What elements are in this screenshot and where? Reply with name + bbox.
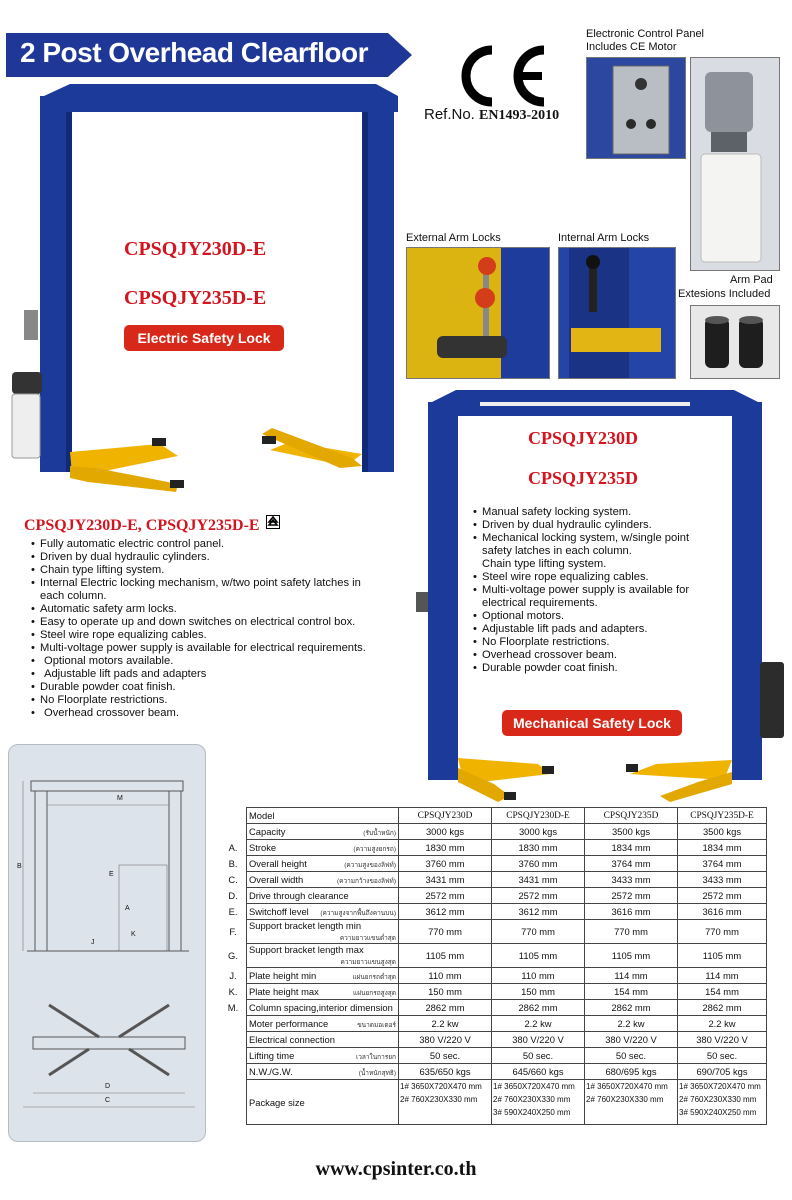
package-size-line: 1# 3650X720X470 mm (493, 1082, 575, 1091)
row-label: Moter performance (249, 1017, 329, 1029)
mechanical-model-2: CPSQJY235D (528, 468, 639, 488)
row-label-cell (247, 984, 399, 1000)
diagram-label-d: D (105, 1083, 111, 1090)
table-row (220, 904, 767, 920)
row-label-cell (247, 1032, 399, 1048)
list-item: • Fully automatic electric control panel. (30, 538, 410, 551)
diagram-label-j: J (91, 939, 95, 946)
row-label-thai: (ความสูงจากพื้นถึงคานบน) (320, 909, 396, 917)
package-size-cell (399, 1080, 492, 1125)
table-cell: 2.2 kw (585, 1016, 678, 1032)
list-item: • Adjustable lift pads and adapters (30, 668, 410, 681)
table-cell: 3612 mm (492, 904, 585, 920)
table-row (220, 840, 767, 856)
electric-feature-list (30, 538, 410, 720)
table-cell: 380 V/220 V (678, 1032, 767, 1048)
table-cell: 3760 mm (492, 856, 585, 872)
list-item: • Internal Electric locking mechanism, w/two point safety latches in (30, 577, 410, 590)
table-row (220, 984, 767, 1000)
package-size-line: 2# 760X230X330 mm (586, 1095, 664, 1104)
table-cell: 770 mm (492, 920, 585, 944)
row-letter: C. (228, 874, 238, 885)
table-row-package (220, 1080, 767, 1125)
row-label-cell (247, 968, 399, 984)
website-url: www.cpsinter.co.th (315, 1158, 477, 1180)
list-item: • Driven by dual hydraulic cylinders. (30, 551, 410, 564)
table-cell: 2572 mm (492, 888, 585, 904)
table-header-cell: CPSQJY235D (585, 808, 678, 824)
list-item: • Mechanical locking system, w/single point (472, 532, 722, 545)
electric-model-2: CPSQJY235D-E (124, 287, 267, 309)
table-row (220, 968, 767, 984)
table-cell: 3431 mm (399, 872, 492, 888)
row-letter (220, 824, 247, 840)
row-label: Support bracket length max (249, 944, 364, 955)
list-item: • Chain type lifting system. (30, 564, 410, 577)
row-label-thai: (ความสูงยกรถ) (353, 845, 396, 853)
mechanical-feature-list (472, 506, 722, 675)
table-cell: 3616 mm (678, 904, 767, 920)
package-size-label: Package size (247, 1080, 399, 1125)
list-item: electrical requirements. (482, 597, 598, 609)
diagram-label-a: A (125, 905, 130, 912)
row-label-thai: (ความสูงของลิฟท์) (344, 861, 396, 869)
dimension-diagram (8, 744, 206, 1142)
table-cell: 150 mm (492, 984, 585, 1000)
table-cell: 1834 mm (678, 840, 767, 856)
table-cell: 2572 mm (585, 888, 678, 904)
table-cell: 1830 mm (492, 840, 585, 856)
row-letter: D. (228, 890, 238, 901)
table-cell: 3433 mm (585, 872, 678, 888)
row-letter (220, 1064, 247, 1080)
list-item: • No Floorplate restrictions. (472, 636, 722, 649)
table-cell: 154 mm (585, 984, 678, 1000)
row-label: Overall width (249, 873, 304, 885)
row-label-cell (247, 872, 399, 888)
table-cell: 2.2 kw (678, 1016, 767, 1032)
row-label-cell (247, 1016, 399, 1032)
row-label: Drive through clearance (249, 890, 349, 901)
table-cell: 770 mm (585, 920, 678, 944)
table-cell: 150 mm (399, 984, 492, 1000)
row-letter: K. (228, 986, 238, 997)
table-cell: 50 sec. (399, 1048, 492, 1064)
electric-heading-text: CPSQJY230D-E, CPSQJY235D-E (24, 517, 260, 534)
list-item: • Manual safety locking system. (472, 506, 722, 519)
electric-safety-lock-badge: Electric Safety Lock (124, 325, 284, 351)
table-row (220, 944, 767, 968)
table-cell: 2862 mm (585, 1000, 678, 1016)
row-letter: M. (227, 1002, 239, 1013)
list-item: • Driven by dual hydraulic cylinders. (472, 519, 722, 532)
table-header-cell: CPSQJY230D (399, 808, 492, 824)
package-size-line: 2# 760X230X330 mm (400, 1095, 478, 1104)
diagram-label-e: E (109, 871, 114, 878)
arm-pad-caption-line2: Extesions Included (678, 288, 771, 300)
table-cell: 114 mm (678, 968, 767, 984)
table-cell: 2862 mm (399, 1000, 492, 1016)
row-label-thai: (รับน้ำหนัก) (363, 829, 396, 837)
row-label: Overall height (249, 857, 307, 869)
row-label-thai: (น้ำหนักสุทธิ) (358, 1069, 396, 1077)
diagram-label-b: B (17, 863, 22, 870)
table-cell: 110 mm (399, 968, 492, 984)
table-row (220, 1048, 767, 1064)
table-cell: 1105 mm (399, 944, 492, 968)
table-cell: 770 mm (399, 920, 492, 944)
spec-table-body (220, 808, 767, 1125)
motor-pump-photo (690, 57, 780, 271)
row-label-cell (247, 944, 399, 968)
table-cell: 50 sec. (492, 1048, 585, 1064)
package-size-line: 3# 590X240X250 mm (493, 1108, 571, 1117)
table-cell: 3000 kgs (492, 824, 585, 840)
table-cell: 380 V/220 V (585, 1032, 678, 1048)
list-item-continuation: each column. (40, 590, 107, 602)
arm-pad-caption-line1: Arm Pad (730, 274, 773, 286)
list-item: • Multi-voltage power supply is available for (472, 584, 722, 597)
list-item: • Durable powder coat finish. (30, 681, 410, 694)
row-letter: J. (229, 970, 237, 981)
row-label: Plate height max (249, 985, 319, 997)
table-cell: 3433 mm (678, 872, 767, 888)
list-item: • Optional motors available. (30, 655, 410, 668)
table-row (220, 872, 767, 888)
electric-model-1: CPSQJY230D-E (124, 238, 267, 260)
spec-table (220, 807, 767, 1125)
package-size-line: 2# 760X230X330 mm (493, 1095, 571, 1104)
table-cell: 1834 mm (585, 840, 678, 856)
list-item: • Adjustable lift pads and adapters. (472, 623, 722, 636)
table-row (220, 920, 767, 944)
row-label-thai: ความยาวแขนต่ำสุด (339, 935, 396, 942)
table-cell: 3500 kgs (585, 824, 678, 840)
table-cell: 2.2 kw (492, 1016, 585, 1032)
table-cell: 110 mm (492, 968, 585, 984)
table-header-row (220, 808, 767, 824)
table-cell: 2862 mm (678, 1000, 767, 1016)
list-item: • Steel wire rope equalizing cables. (30, 629, 410, 642)
row-letter: E. (228, 906, 238, 917)
list-item: • Multi-voltage power supply is available for electrical requirements. (30, 642, 410, 655)
row-letter: F. (229, 926, 237, 937)
package-size-cell (492, 1080, 585, 1125)
table-header-cell: CPSQJY230D-E (492, 808, 585, 824)
row-label-thai: (ความกว้างของลิฟท์) (336, 877, 396, 885)
table-cell: 380 V/220 V (399, 1032, 492, 1048)
row-label: Stroke (249, 841, 277, 853)
table-cell: 690/705 kgs (678, 1064, 767, 1080)
ref-label: Ref.No. (424, 106, 475, 123)
table-cell: 3000 kgs (399, 824, 492, 840)
diagram-label-m: M (117, 795, 123, 802)
table-cell: 114 mm (585, 968, 678, 984)
table-row (220, 1064, 767, 1080)
title-banner (6, 33, 412, 77)
control-panel-caption-line1: Electronic Control Panel (586, 28, 705, 40)
table-cell: 3764 mm (678, 856, 767, 872)
row-label-thai: แผ่นยกรถสูงสุด (353, 989, 396, 997)
table-cell: 3500 kgs (678, 824, 767, 840)
row-label: Capacity (249, 825, 286, 837)
row-label-thai: ขนาดมอเตอร์ (357, 1021, 396, 1029)
internal-arm-locks-caption: Internal Arm Locks (558, 232, 650, 244)
table-header-cell: CPSQJY235D-E (678, 808, 767, 824)
list-item: • Overhead crossover beam. (472, 649, 722, 662)
list-item: Chain type lifting system. (482, 558, 607, 570)
table-cell: 635/650 kgs (399, 1064, 492, 1080)
arm-pad-caption-2 (678, 288, 770, 301)
diagram-label-k: K (131, 931, 136, 938)
row-label-cell (247, 1048, 399, 1064)
row-label: Switchoff level (249, 905, 309, 917)
package-size-cell (585, 1080, 678, 1125)
row-label-thai: ความยาวแขนสูงสุด (340, 959, 396, 966)
row-label: Plate height min (249, 969, 317, 981)
ref-number (424, 106, 559, 124)
list-item (30, 590, 410, 603)
ref-value: EN1493-2010 (479, 108, 560, 123)
page-title: 2 Post Overhead Clearfloor (20, 37, 369, 68)
table-cell: 3764 mm (585, 856, 678, 872)
table-cell: 680/695 kgs (585, 1064, 678, 1080)
mechanical-safety-lock-badge: Mechanical Safety Lock (502, 710, 682, 736)
arm-pad-photo (690, 305, 780, 379)
table-cell: 3616 mm (585, 904, 678, 920)
table-header-cell: Model (247, 808, 399, 824)
table-cell: 3760 mm (399, 856, 492, 872)
table-cell: 50 sec. (678, 1048, 767, 1064)
row-label: Lifting time (249, 1049, 295, 1061)
list-item: • No Floorplate restrictions. (30, 694, 410, 707)
row-letter: B. (228, 858, 238, 869)
package-size-line: 1# 3650X720X470 mm (679, 1082, 761, 1091)
table-cell: 2862 mm (492, 1000, 585, 1016)
row-letter (220, 1048, 247, 1064)
row-label-cell (247, 888, 399, 904)
row-letter: A. (228, 842, 238, 853)
internal-arm-locks-photo (558, 247, 676, 379)
mechanical-model-1: CPSQJY230D (528, 428, 639, 448)
table-row (220, 1000, 767, 1016)
row-label: Column spacing,interior dimension (249, 1002, 393, 1013)
external-arm-locks-photo (406, 247, 550, 379)
table-row (220, 1032, 767, 1048)
table-cell: 2.2 kw (399, 1016, 492, 1032)
list-item: safety latches in each column. (482, 545, 632, 557)
table-cell: 154 mm (678, 984, 767, 1000)
row-letter: G. (228, 950, 238, 961)
table-row (220, 856, 767, 872)
table-cell: 1105 mm (492, 944, 585, 968)
row-label: Support bracket length min (249, 920, 362, 931)
up-arrow-icon (266, 515, 280, 529)
table-cell: 645/660 kgs (492, 1064, 585, 1080)
row-label-cell (247, 824, 399, 840)
control-panel-caption-line2: Includes CE Motor (586, 41, 677, 53)
external-arm-locks-caption: External Arm Locks (406, 232, 501, 244)
row-label-cell (247, 920, 399, 944)
table-cell: 1830 mm (399, 840, 492, 856)
table-row (220, 888, 767, 904)
control-panel-caption (586, 28, 704, 54)
row-label-thai: แผ่นยกรถต่ำสุด (352, 973, 396, 981)
table-cell: 380 V/220 V (492, 1032, 585, 1048)
package-size-line: 1# 3650X720X470 mm (400, 1082, 482, 1091)
row-label-cell (247, 1064, 399, 1080)
table-cell: 50 sec. (585, 1048, 678, 1064)
row-label-thai: เวลาในการยก (356, 1053, 396, 1061)
list-item: • Steel wire rope equalizing cables. (472, 571, 722, 584)
list-item: • Optional motors. (472, 610, 722, 623)
electric-heading (24, 515, 280, 535)
table-row (220, 1016, 767, 1032)
control-panel-photo (586, 57, 686, 159)
row-label-cell (247, 904, 399, 920)
row-label: N.W./G.W. (249, 1065, 293, 1077)
row-letter (220, 1032, 247, 1048)
table-row (220, 824, 767, 840)
table-cell: 3431 mm (492, 872, 585, 888)
table-cell: 2572 mm (678, 888, 767, 904)
table-cell: 2572 mm (399, 888, 492, 904)
list-item: • Automatic safety arm locks. (30, 603, 410, 616)
table-cell: 1105 mm (585, 944, 678, 968)
row-label: Electrical connection (249, 1034, 335, 1045)
table-cell: 1105 mm (678, 944, 767, 968)
arm-pad-caption (730, 274, 773, 287)
list-item: • Overhead crossover beam. (30, 707, 410, 720)
ce-mark-logo (452, 40, 552, 112)
table-cell: 770 mm (678, 920, 767, 944)
row-label-cell (247, 1000, 399, 1016)
row-label-cell (247, 856, 399, 872)
diagram-label-c: C (105, 1097, 111, 1104)
package-size-line: 2# 760X230X330 mm (679, 1095, 757, 1104)
list-item: • Durable powder coat finish. (472, 662, 722, 675)
row-label-cell (247, 840, 399, 856)
row-letter (220, 1016, 247, 1032)
package-size-cell (678, 1080, 767, 1125)
list-item: • Easy to operate up and down switches on electrical control box. (30, 616, 410, 629)
package-size-line: 3# 590X240X250 mm (679, 1108, 757, 1117)
table-cell: 3612 mm (399, 904, 492, 920)
package-size-line: 1# 3650X720X470 mm (586, 1082, 668, 1091)
